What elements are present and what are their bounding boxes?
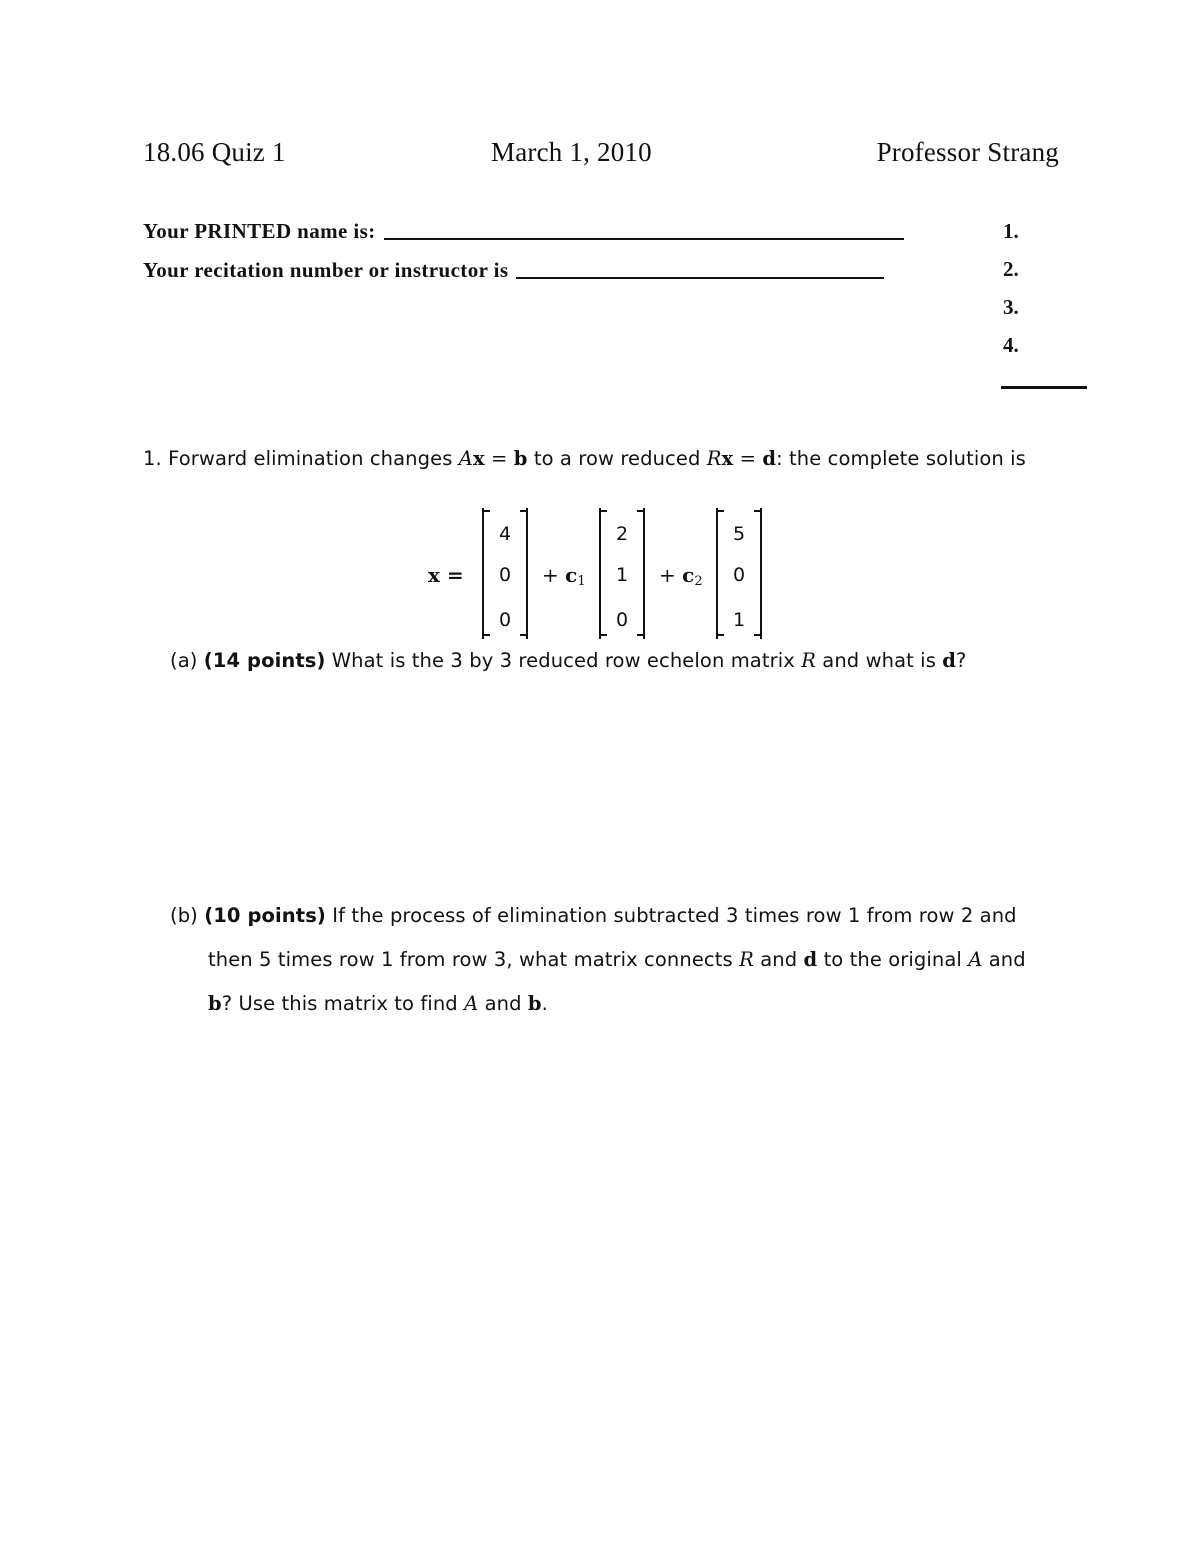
math-x-2: x — [721, 447, 734, 470]
math-d: d — [942, 649, 957, 672]
c2-term — [659, 562, 703, 595]
vector-entry: 0 — [498, 609, 512, 631]
plus-sign: + — [542, 563, 559, 587]
part-b-text-2: then 5 times row 1 from row 3, what matrix connects — [208, 948, 733, 971]
recitation-label: Your recitation number or instructor is — [143, 258, 509, 282]
vector-entry: 1 — [732, 609, 746, 631]
c1-term — [542, 562, 586, 595]
score-item-4: 4. — [1003, 333, 1019, 357]
quiz-date: March 1, 2010 — [491, 137, 652, 167]
special-vector-1 — [599, 510, 645, 636]
score-item-2: 2. — [1003, 257, 1019, 281]
recitation-blank[interactable] — [516, 277, 884, 279]
intro-text-2: to a row reduced — [533, 447, 701, 470]
printed-name-blank[interactable] — [384, 238, 904, 240]
math-A: A — [464, 992, 479, 1015]
plus-sign: + — [659, 563, 676, 587]
c1-symbol: c — [565, 563, 578, 587]
part-a-text-2: and what is — [822, 649, 936, 672]
math-A: A — [458, 447, 473, 470]
math-b: b — [208, 992, 222, 1015]
part-b-text-3: to the original — [823, 948, 962, 971]
vector-entry: 4 — [498, 523, 512, 545]
vector-entry: 5 — [732, 523, 746, 545]
problem-number: 1. — [143, 447, 162, 470]
part-a-text-1: What is the 3 by 3 reduced row echelon matrix — [331, 649, 795, 672]
professor-name: Professor Strang — [876, 137, 1059, 167]
vector-entry: 1 — [615, 564, 629, 586]
intro-text-3: : the complete solution is — [776, 447, 1026, 470]
c2-subscript: 2 — [694, 574, 703, 589]
special-vector-2 — [716, 510, 762, 636]
math-b: b — [513, 447, 528, 470]
part-a-label: (a) — [170, 649, 198, 672]
word-and: and — [988, 948, 1026, 971]
score-total-line — [1001, 386, 1087, 389]
part-a-points: (14 points) — [203, 649, 326, 672]
course-title: 18.06 Quiz 1 — [143, 137, 286, 167]
printed-name-label: Your PRINTED name is: — [143, 219, 376, 243]
word-and: and — [484, 992, 522, 1015]
part-a-question-mark: ? — [956, 649, 967, 672]
math-d: d — [803, 948, 818, 971]
part-a — [170, 648, 966, 674]
vector-entry: 0 — [615, 609, 629, 631]
vector-entry: 0 — [732, 564, 746, 586]
part-b-text-4: ? Use this matrix to find — [221, 992, 458, 1015]
part-b-points: (10 points) — [204, 904, 326, 927]
particular-vector — [482, 510, 528, 636]
math-R: R — [801, 649, 816, 672]
equation-lhs: x = — [428, 563, 464, 587]
score-item-1: 1. — [1003, 219, 1019, 243]
part-b-line-1 — [170, 903, 1017, 929]
part-b-text-1: If the process of elimination subtracted 3 times row 1 from row 2 and — [332, 904, 1017, 927]
problem-1-intro — [143, 446, 1026, 472]
solution-equation — [425, 510, 785, 638]
math-eq-2: = — [733, 447, 763, 470]
vector-entry: 0 — [498, 564, 512, 586]
math-x: x — [472, 447, 485, 470]
math-A: A — [968, 948, 983, 971]
vector-entry: 2 — [615, 523, 629, 545]
math-eq: = — [484, 447, 514, 470]
c2-symbol: c — [682, 563, 695, 587]
part-b-line-3 — [208, 991, 548, 1017]
part-b-line-2 — [208, 947, 1026, 973]
period: . — [541, 992, 548, 1015]
c1-subscript: 1 — [577, 574, 586, 589]
recitation-row — [143, 253, 884, 283]
word-and: and — [760, 948, 798, 971]
math-b: b — [527, 992, 542, 1015]
part-b-label: (b) — [170, 904, 198, 927]
score-item-3: 3. — [1003, 295, 1019, 319]
math-R: R — [706, 447, 722, 470]
quiz-header — [143, 132, 1059, 172]
math-d: d — [762, 447, 777, 470]
math-R: R — [739, 948, 754, 971]
printed-name-row — [143, 214, 904, 244]
intro-text-1: Forward elimination changes — [168, 447, 453, 470]
